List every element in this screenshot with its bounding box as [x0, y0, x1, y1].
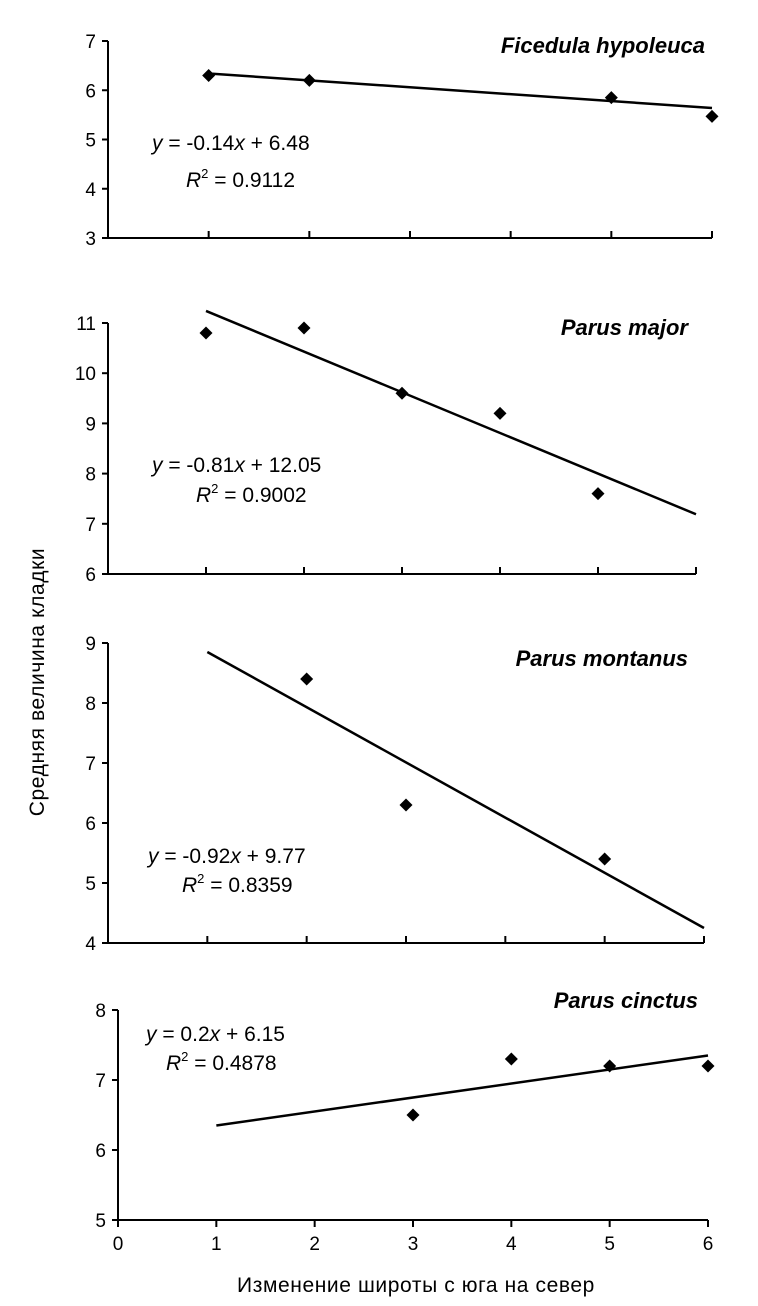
r-squared-symbol: R: [196, 484, 212, 507]
r-squared-exponent: 2: [197, 871, 205, 886]
equation-x: x: [209, 1023, 221, 1046]
data-point: [200, 327, 213, 340]
regression-equation: [150, 454, 321, 477]
r-squared-value: = 0.9112: [208, 169, 296, 192]
x-tick-label: 4: [506, 1234, 517, 1255]
x-tick-label: 1: [211, 1234, 222, 1255]
data-point: [702, 1060, 715, 1073]
x-tick-label: 2: [309, 1234, 320, 1255]
y-tick-label: 6: [95, 1141, 106, 1162]
y-tick-label: 11: [76, 314, 96, 335]
trendline: [209, 74, 712, 108]
r-squared-value: = 0.8359: [204, 874, 293, 897]
y-axis-label: Средняя величина кладки: [26, 547, 49, 817]
trendline: [216, 1056, 708, 1126]
data-point: [298, 322, 311, 335]
r-squared-symbol: R: [186, 169, 202, 192]
y-tick-label: 5: [85, 130, 96, 152]
equation-intercept: + 6.15: [220, 1023, 285, 1046]
equation-y: y: [148, 845, 159, 868]
r-squared-value: = 0.4878: [188, 1052, 277, 1075]
x-axis-label: Изменение широты с юга на север: [237, 1274, 595, 1297]
chart-panel-2: [75, 311, 696, 586]
y-tick-label: 7: [85, 754, 96, 775]
y-tick-label: 7: [85, 32, 96, 53]
r-squared: [196, 481, 307, 507]
regression-equation: [150, 132, 310, 155]
y-tick-label: 7: [95, 1071, 106, 1092]
y-tick-label: 9: [85, 634, 96, 655]
data-point: [598, 853, 611, 866]
equation-x: x: [234, 132, 245, 155]
panels: [75, 32, 719, 1255]
y-tick-label: 8: [85, 464, 96, 486]
r-squared-symbol: R: [182, 874, 198, 897]
data-point: [706, 110, 719, 123]
r-squared-exponent: 2: [211, 481, 219, 496]
chart-panel-4: [95, 988, 714, 1255]
r-squared-value: = 0.9002: [218, 484, 307, 507]
y-tick-label: 6: [85, 565, 96, 586]
equation-intercept: + 6.48: [244, 132, 310, 155]
x-tick-label: 0: [112, 1234, 124, 1255]
data-point: [494, 407, 507, 420]
y-tick-label: 6: [85, 81, 96, 103]
y-tick-label: 6: [85, 814, 96, 835]
equation-y: y: [152, 132, 163, 155]
x-tick-label: 6: [702, 1234, 714, 1255]
y-tick-label: 9: [85, 414, 96, 436]
y-tick-label: 3: [85, 229, 96, 250]
equation-slope: = -0.92: [158, 845, 231, 868]
r-squared-symbol: R: [166, 1052, 182, 1075]
data-point: [202, 69, 215, 82]
equation-x: x: [234, 454, 245, 477]
y-tick-label: 10: [74, 364, 96, 386]
data-point: [407, 1109, 420, 1122]
data-point: [592, 487, 605, 500]
data-point: [300, 673, 313, 686]
y-tick-label: 8: [85, 694, 96, 715]
y-tick-label: 5: [95, 1211, 106, 1232]
x-tick-label: 5: [604, 1234, 615, 1255]
equation-y: y: [146, 1023, 157, 1046]
chart-title: Parus cinctus: [553, 988, 698, 1013]
x-tick-label: 3: [407, 1234, 419, 1255]
equation-x: x: [230, 845, 241, 868]
chart-panel-1: [85, 32, 718, 250]
y-tick-label: 4: [85, 179, 96, 201]
chart-panel-3: [85, 634, 704, 955]
regression-equation: [146, 845, 306, 868]
equation-y: y: [152, 454, 163, 477]
equation-slope: = -0.81: [162, 454, 235, 477]
data-point: [505, 1053, 518, 1066]
data-point: [303, 74, 316, 87]
r-squared-exponent: 2: [181, 1049, 189, 1064]
equation-intercept: + 9.77: [240, 845, 306, 868]
y-tick-label: 8: [95, 1001, 106, 1022]
chart-title: Ficedula hypoleuca: [500, 33, 705, 58]
chart-title: Parus montanus: [515, 646, 688, 671]
equation-slope: = -0.14: [162, 132, 235, 155]
r-squared: [186, 166, 295, 192]
equation-intercept: + 12.05: [244, 454, 322, 477]
y-tick-label: 4: [85, 934, 96, 955]
data-point: [396, 387, 409, 400]
r-squared: [166, 1049, 277, 1075]
r-squared: [182, 871, 293, 897]
y-tick-label: 7: [85, 514, 96, 536]
equation-slope: = 0.2: [156, 1023, 210, 1046]
regression-equation: [144, 1023, 285, 1046]
data-point: [400, 799, 413, 812]
r-squared-exponent: 2: [201, 166, 209, 181]
chart-title: Parus major: [560, 315, 688, 340]
y-tick-label: 5: [85, 874, 96, 895]
